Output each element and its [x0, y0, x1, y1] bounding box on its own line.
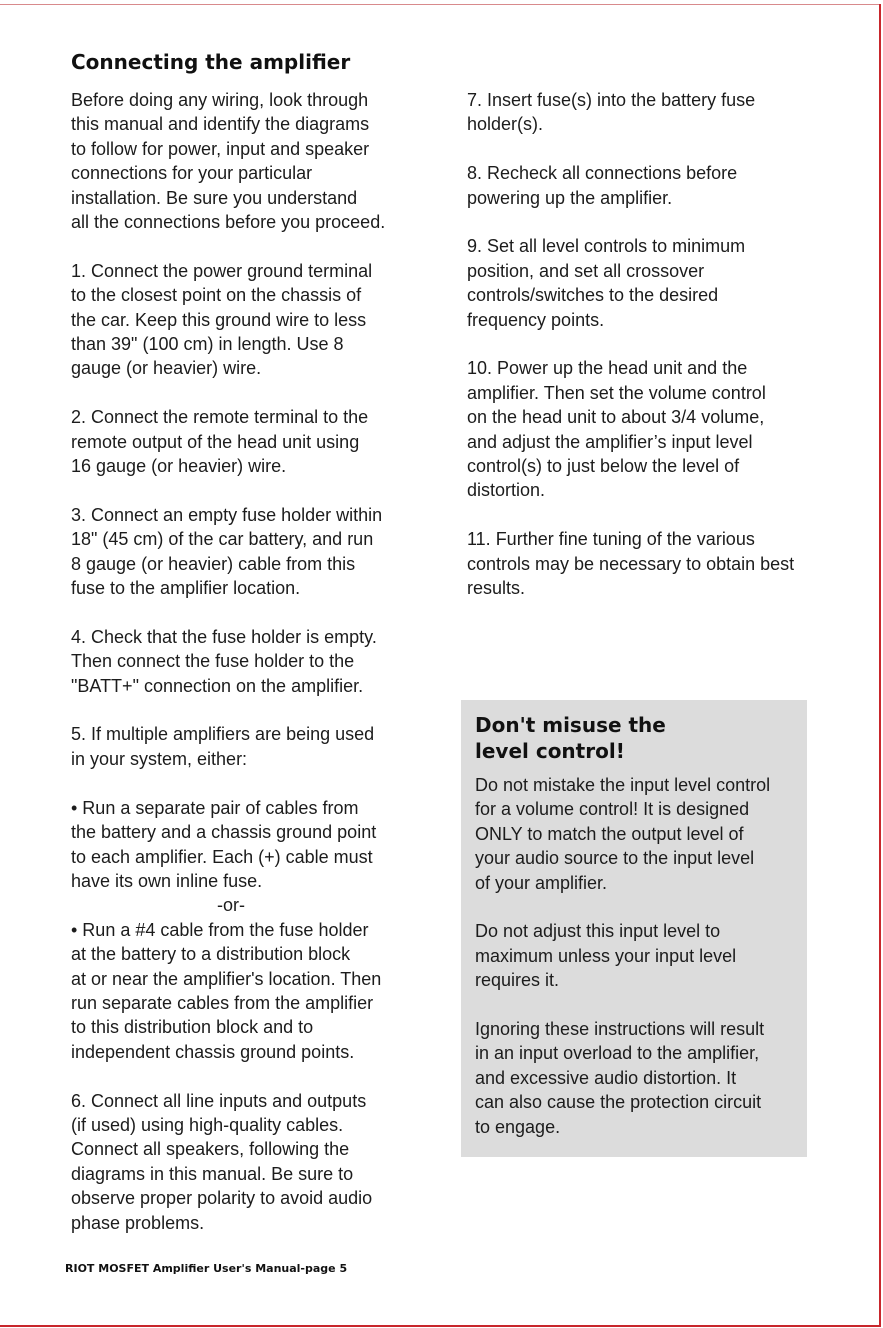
callout-paragraph-2: Do not adjust this input level to maximum unless your input level requires it.: [475, 921, 737, 991]
step-6: 6. Connect all line inputs and outputs (if used) using high-quality cables. Connect all speakers, following the diagrams in this manual. Be sure to observe proper polarity to avoid audio phase problems.: [71, 1090, 373, 1233]
page-footer: RIOT MOSFET Amplifier User's Manual-page 5: [65, 1262, 348, 1275]
step-9: 9. Set all level controls to minimum position, and set all crossover controls/switches to the desired frequency points.: [467, 236, 746, 330]
intro-paragraph: Before doing any wiring, look through this manual and identify the diagrams to follow for power, input and speaker connections for your particular installation. Be sure you understand all the connections before you proceed.: [71, 90, 386, 233]
step-1: 1. Connect the power ground terminal to the closest point on the chassis of the car. Keep this ground wire to less than 39" (100 cm) in length. Use 8 gauge (or heavier) wire.: [71, 260, 373, 379]
step-10: 10. Power up the head unit and the amplifier. Then set the volume control on the head unit to about 3/4 volume, and adjust the amplifier’s input level control(s) to just below the level of distortion.: [467, 358, 766, 501]
step-2: 2. Connect the remote terminal to the remote output of the head unit using 16 gauge (or heavier) wire.: [71, 407, 369, 477]
callout-paragraph-1: Do not mistake the input level control for a volume control! It is designed ONLY to match the output level of your audio source to the input level of your amplifier.: [475, 775, 771, 893]
callout-body: [475, 773, 801, 1163]
step-4: 4. Check that the fuse holder is empty. Then connect the fuse holder to the "BATT+" connection on the amplifier.: [71, 626, 377, 696]
step-8: 8. Recheck all connections before powering up the amplifier.: [467, 163, 738, 208]
callout-paragraph-3: Ignoring these instructions will result in an input overload to the amplifier, and excessive audio distortion. It can also cause the protection circuit to engage.: [475, 1019, 765, 1137]
bullet-distribution-block: • Run a #4 cable from the fuse holder at the battery to a distribution block at or near the amplifier's location. Then run separate cables from the amplifier to this distribution block and to independent chassis ground points.: [71, 919, 382, 1062]
right-column: [467, 88, 827, 625]
or-separator: -or-: [217, 895, 245, 916]
left-column: [71, 88, 411, 1259]
callout-title: Don't misuse the level control!: [475, 713, 666, 763]
step-5: 5. If multiple amplifiers are being used in your system, either:: [71, 724, 375, 769]
page-frame-right: [879, 4, 881, 1326]
page-frame-top: [0, 4, 881, 5]
warning-callout-box: [461, 700, 807, 1157]
page-title: Connecting the amplifier: [71, 50, 351, 74]
page-frame-bottom: [0, 1325, 881, 1327]
step-3: 3. Connect an empty fuse holder within 18" (45 cm) of the car battery, and run 8 gauge (or heavier) cable from this fuse to the amplifier location.: [71, 504, 383, 599]
bullet-separate-cables: • Run a separate pair of cables from the battery and a chassis ground point to each amplifier. Each (+) cable must have its own inline fuse.: [71, 797, 377, 891]
step-11: 11. Further fine tuning of the various controls may be necessary to obtain best results.: [467, 529, 795, 599]
step-7: 7. Insert fuse(s) into the battery fuse holder(s).: [467, 90, 756, 135]
